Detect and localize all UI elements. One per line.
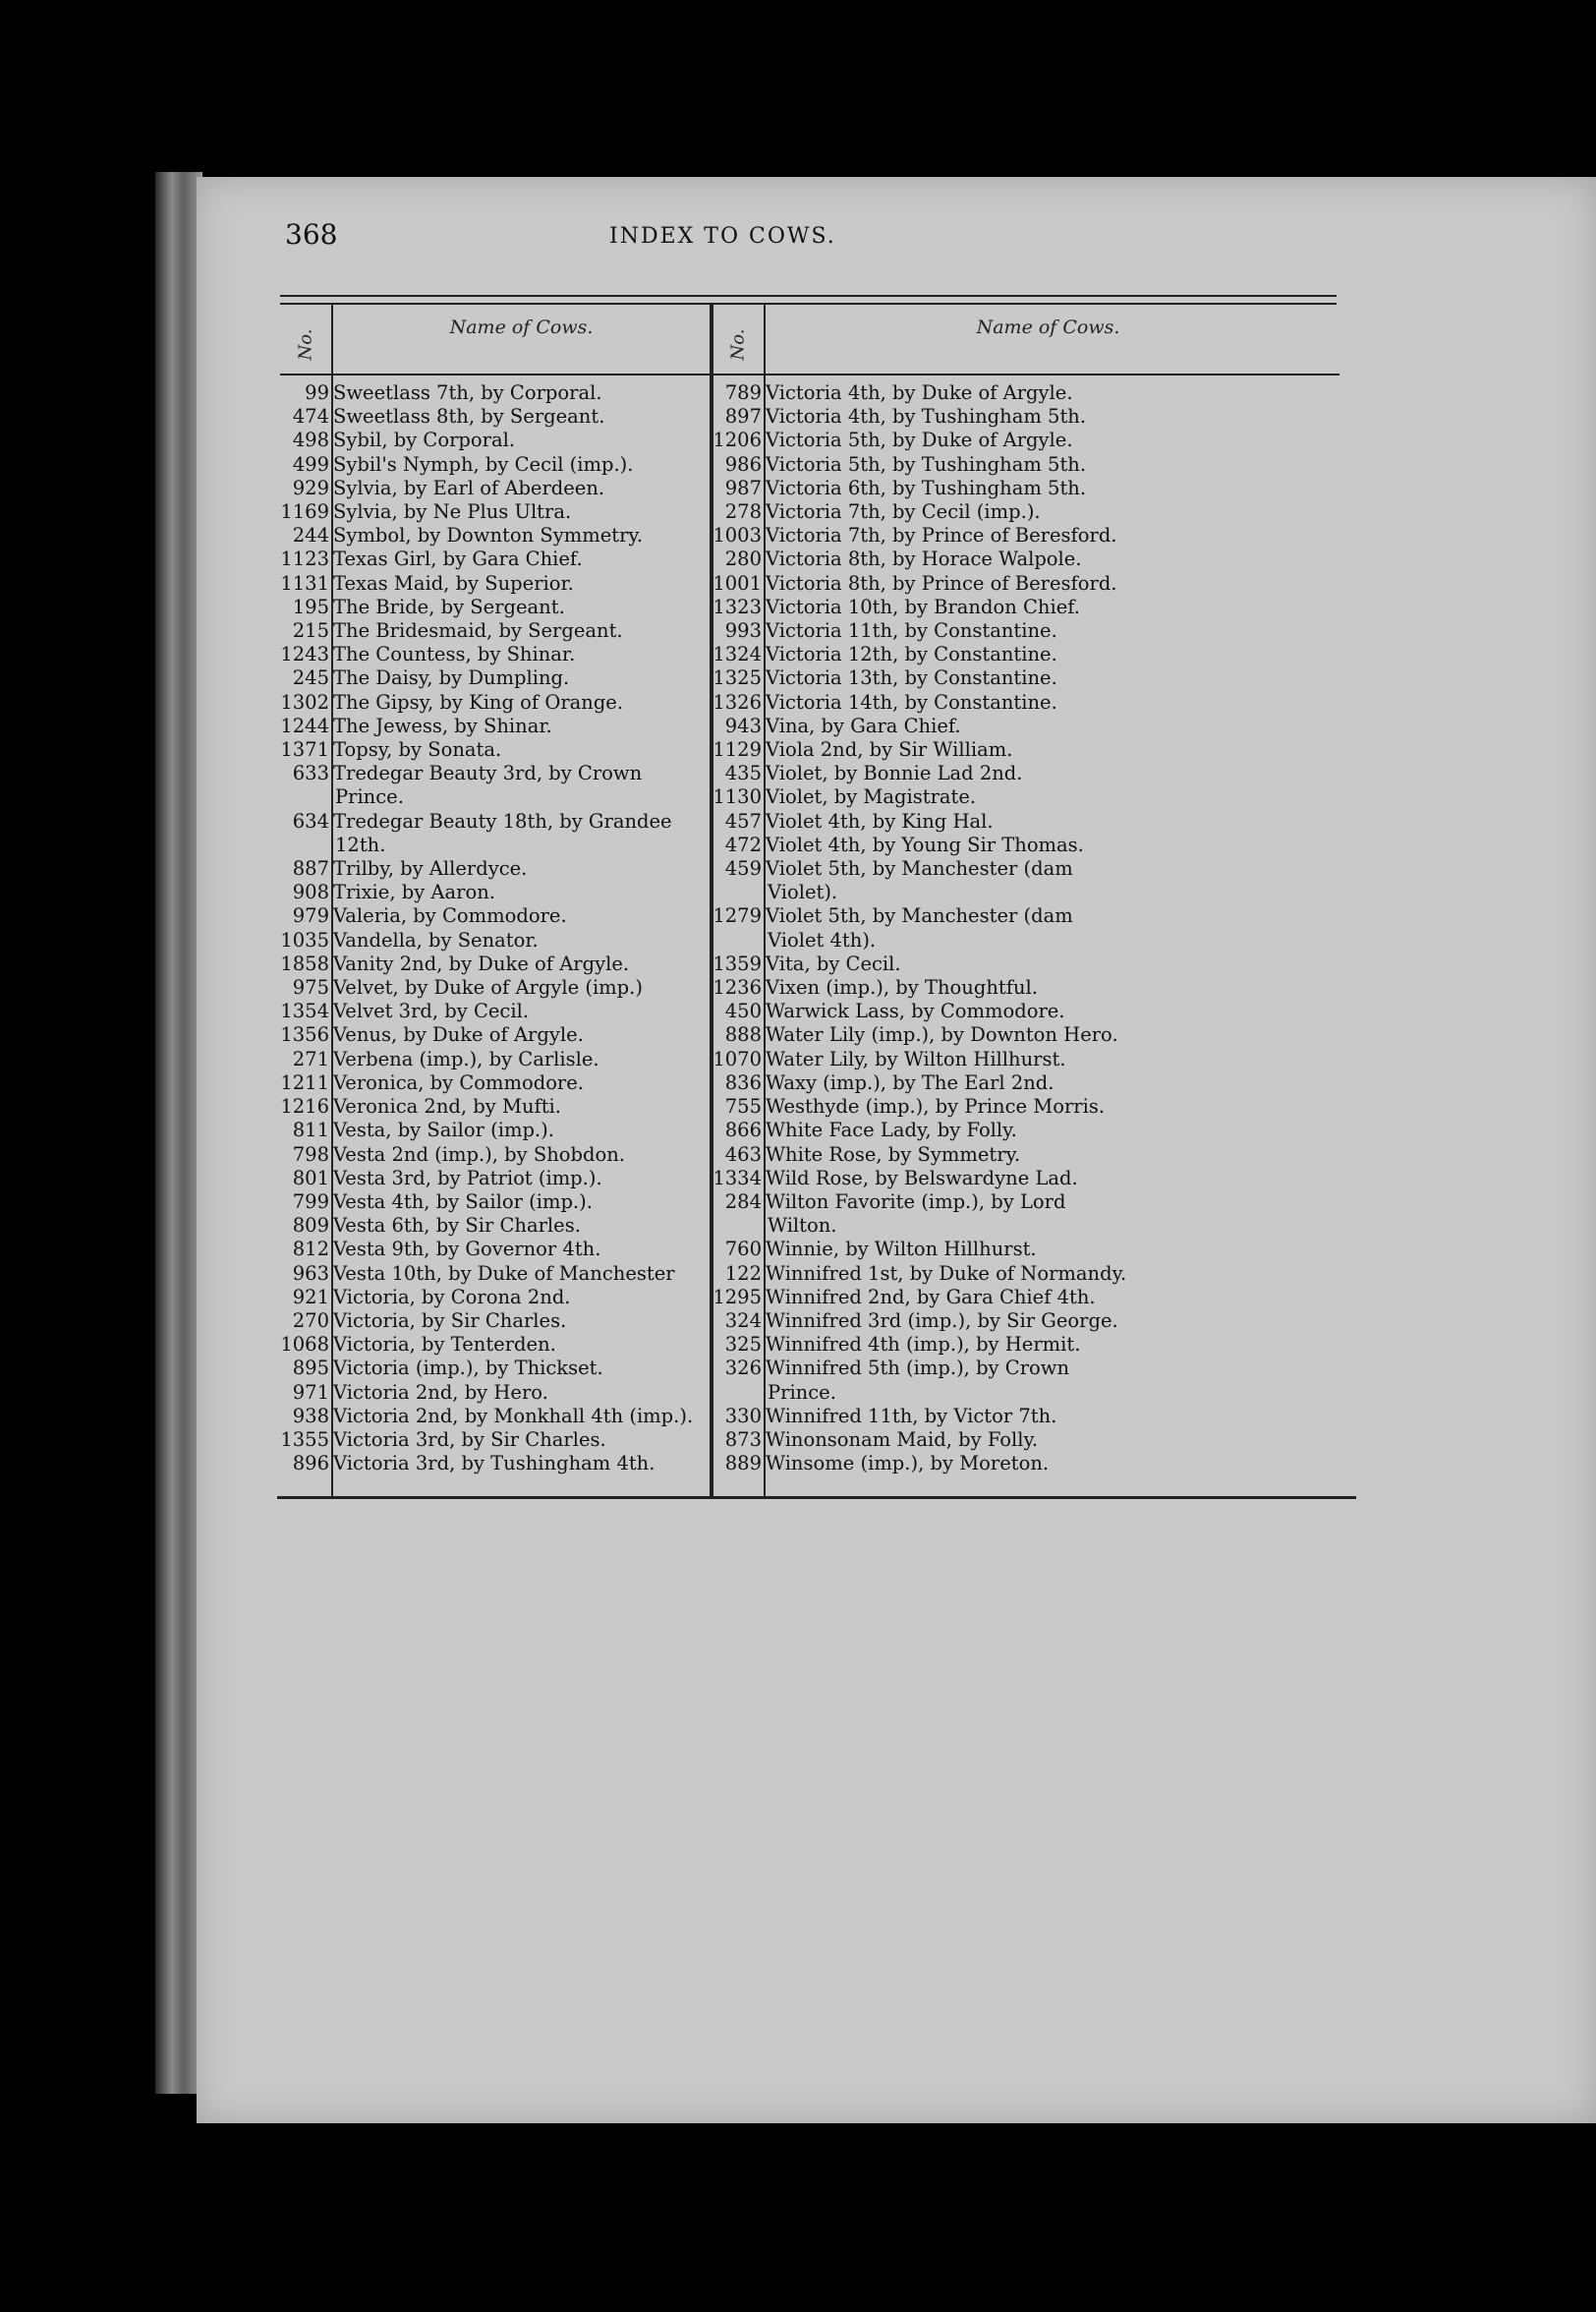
index-entry (712, 904, 1327, 928)
entry-number: 1325 (712, 666, 762, 690)
entry-name: Verbena (imp.), by Carlisle. (333, 1047, 599, 1070)
entry-continuation: Prince. (335, 785, 404, 809)
entry-name: Veronica, by Commodore. (333, 1070, 584, 1094)
header-name-right: Name of Cows. (976, 317, 1120, 338)
index-entry (280, 1048, 709, 1071)
entry-number: 270 (292, 1308, 329, 1332)
entry-number: 245 (292, 666, 329, 690)
index-entry (280, 1214, 709, 1238)
entry-number: 811 (292, 1119, 329, 1142)
entry-name: Sweetlass 7th, by Corporal. (333, 381, 602, 404)
entry-name: Sybil's Nymph, by Cecil (imp.). (333, 452, 634, 476)
entry-number: 1236 (712, 976, 762, 1000)
index-entry (712, 1000, 1327, 1023)
entry-number: 474 (292, 405, 329, 429)
index-entry (280, 666, 709, 690)
entry-number: 938 (292, 1404, 329, 1427)
entry-name: White Rose, by Symmetry. (766, 1142, 1021, 1166)
index-entry (280, 619, 709, 643)
entry-name: Tredegar Beauty 18th, by Grandee (333, 809, 672, 833)
index-entry (712, 405, 1327, 429)
entry-number: 1035 (280, 928, 329, 952)
entry-name: Trilby, by Allerdyce. (333, 857, 528, 881)
entry-number: 1279 (712, 904, 762, 928)
index-entry (712, 1286, 1327, 1309)
entry-name: Vixen (imp.), by Thoughtful. (766, 976, 1038, 1000)
entry-name: Victoria 5th, by Duke of Argyle. (766, 429, 1073, 452)
entry-number: 1211 (280, 1070, 329, 1094)
index-entry (712, 715, 1327, 738)
entry-name: Victoria 2nd, by Monkhall 4th (imp.). (333, 1404, 694, 1427)
index-entry (712, 1167, 1327, 1190)
index-entry (712, 1095, 1327, 1119)
entry-name: Winnifred 5th (imp.), by Crown (766, 1357, 1070, 1380)
entry-name: Winonsonam Maid, by Folly. (766, 1427, 1039, 1451)
entry-name: Vesta 6th, by Sir Charles. (333, 1214, 581, 1238)
index-entry (712, 548, 1327, 571)
entry-number: 330 (724, 1404, 762, 1427)
index-table (280, 295, 1332, 1499)
index-entry (280, 1381, 709, 1405)
entry-name: Vesta 4th, by Sailor (imp.). (333, 1189, 593, 1213)
entry-number: 798 (292, 1142, 329, 1166)
entry-number: 889 (724, 1452, 762, 1475)
entry-name: Veronica 2nd, by Mufti. (333, 1095, 561, 1119)
index-entry (280, 524, 709, 548)
entry-name: Trixie, by Aaron. (333, 881, 495, 904)
entry-number: 1371 (280, 738, 329, 762)
entry-number: 1359 (712, 952, 762, 975)
entry-number: 1302 (280, 690, 329, 714)
index-entry (280, 1286, 709, 1309)
entry-name: Victoria 7th, by Prince of Beresford. (766, 524, 1117, 548)
entry-number: 1216 (280, 1095, 329, 1119)
entry-number: 1123 (280, 548, 329, 571)
entry-number: 873 (724, 1427, 762, 1451)
entry-name: Victoria 3rd, by Tushingham 4th. (333, 1452, 656, 1475)
index-entry (712, 596, 1327, 619)
entry-number: 929 (292, 476, 329, 499)
entry-name: The Countess, by Shinar. (333, 643, 576, 666)
index-entry (712, 1119, 1327, 1142)
index-entry (280, 381, 709, 405)
entry-name: Texas Girl, by Gara Chief. (333, 548, 583, 571)
entry-continuation: Violet). (768, 881, 838, 904)
index-entry (280, 715, 709, 738)
entry-number: 836 (724, 1070, 762, 1094)
entry-number: 986 (724, 452, 762, 476)
entry-name: Venus, by Duke of Argyle. (333, 1023, 584, 1047)
entry-name: Winsome (imp.), by Moreton. (766, 1452, 1050, 1475)
index-entry (280, 1357, 709, 1380)
entry-name: Violet, by Bonnie Lad 2nd. (766, 762, 1023, 785)
entry-name: Victoria 10th, by Brandon Chief. (766, 595, 1080, 618)
header-name-left: Name of Cows. (449, 317, 594, 338)
index-entry (280, 1119, 709, 1142)
entry-number: 887 (292, 857, 329, 881)
entry-name: Winnifred 2nd, by Gara Chief 4th. (766, 1285, 1096, 1308)
entry-name: Water Lily, by Wilton Hillhurst. (766, 1047, 1066, 1070)
index-entry (280, 1238, 709, 1261)
index-entry (280, 572, 709, 596)
index-entry (280, 1428, 709, 1452)
index-entry (280, 1262, 709, 1286)
entry-number: 908 (292, 881, 329, 904)
entry-number: 895 (292, 1357, 329, 1380)
entry-number: 812 (292, 1238, 329, 1261)
entry-number: 325 (724, 1333, 762, 1357)
index-entry (712, 1357, 1327, 1380)
index-entry (712, 1309, 1327, 1333)
entry-number: 1326 (712, 690, 762, 714)
entry-name: Vandella, by Senator. (333, 928, 539, 952)
entry-name: Vesta 3rd, by Patriot (imp.). (333, 1166, 602, 1189)
index-entry (712, 1262, 1327, 1286)
index-entry (712, 738, 1327, 762)
index-entry (280, 1143, 709, 1167)
index-entry (712, 1190, 1327, 1214)
entry-number: 799 (292, 1189, 329, 1213)
index-entry (280, 453, 709, 477)
entry-name: Victoria 13th, by Constantine. (766, 666, 1057, 690)
index-entry (280, 1023, 709, 1047)
index-entry (712, 666, 1327, 690)
entry-number: 1324 (712, 643, 762, 666)
entry-number: 324 (724, 1308, 762, 1332)
entry-name: The Bride, by Sergeant. (333, 595, 565, 618)
entry-name: Topsy, by Sonata. (333, 738, 502, 762)
entry-name: Vina, by Gara Chief. (766, 714, 961, 737)
entry-name: Winnie, by Wilton Hillhurst. (766, 1238, 1037, 1261)
entry-continuation: 12th. (335, 833, 386, 856)
entry-name: The Gipsy, by King of Orange. (333, 690, 624, 714)
index-entry (712, 381, 1327, 405)
index-entry (280, 596, 709, 619)
entry-number: 1068 (280, 1333, 329, 1357)
table-top-rule (280, 295, 1337, 305)
index-entry (280, 1452, 709, 1475)
entry-number: 789 (724, 381, 762, 404)
entry-name: Victoria (imp.), by Thickset. (333, 1357, 603, 1380)
entry-number: 284 (724, 1189, 762, 1213)
entry-name: Wilton Favorite (imp.), by Lord (766, 1189, 1066, 1213)
table-bottom-rule (277, 1496, 1356, 1499)
entry-name: Vesta 2nd (imp.), by Shobdon. (333, 1142, 625, 1166)
entry-continuation: Wilton. (768, 1214, 837, 1238)
entry-name: Symbol, by Downton Symmetry. (333, 524, 644, 548)
entry-name: Vesta, by Sailor (imp.). (333, 1119, 554, 1142)
page-number: 368 (285, 218, 338, 251)
index-entry (712, 691, 1327, 715)
index-entry (712, 572, 1327, 596)
entry-number: 472 (724, 833, 762, 856)
entry-name: Victoria 4th, by Tushingham 5th. (766, 405, 1087, 429)
index-entry (280, 929, 709, 953)
entry-number: 1206 (712, 429, 762, 452)
index-entry (280, 953, 709, 976)
entry-name: Velvet 3rd, by Cecil. (333, 1000, 530, 1023)
entry-number: 278 (724, 500, 762, 524)
entry-name: Vita, by Cecil. (766, 952, 901, 975)
entry-name: Wild Rose, by Belswardyne Lad. (766, 1166, 1078, 1189)
index-entry (280, 810, 709, 834)
entry-number: 975 (292, 976, 329, 1000)
entry-number: 215 (292, 619, 329, 643)
index-entry (280, 691, 709, 715)
entry-number: 755 (724, 1095, 762, 1119)
entry-number: 809 (292, 1214, 329, 1238)
entry-number: 888 (724, 1023, 762, 1047)
entry-name: Sylvia, by Ne Plus Ultra. (333, 500, 572, 524)
running-head: INDEX TO COWS. (609, 224, 836, 249)
entry-name: Westhyde (imp.), by Prince Morris. (766, 1095, 1106, 1119)
entry-name: Sylvia, by Earl of Aberdeen. (333, 476, 605, 499)
index-entry (280, 405, 709, 429)
entry-number: 459 (724, 857, 762, 881)
index-entry (712, 953, 1327, 976)
index-entry (280, 1309, 709, 1333)
entry-number: 1130 (712, 785, 762, 809)
entry-name: Sweetlass 8th, by Sergeant. (333, 405, 605, 429)
entry-name: Vesta 9th, by Governor 4th. (333, 1238, 601, 1261)
header-no-right: No. (727, 328, 749, 361)
index-entry (280, 738, 709, 762)
entry-number: 1244 (280, 714, 329, 737)
index-entry (712, 453, 1327, 477)
index-entry (712, 857, 1327, 881)
index-entry (712, 1428, 1327, 1452)
entry-number: 963 (292, 1261, 329, 1285)
entry-continuation: Violet 4th). (768, 928, 877, 952)
entry-name: Texas Maid, by Superior. (333, 571, 574, 595)
index-entry (280, 976, 709, 1000)
entry-name: Violet 5th, by Manchester (dam (766, 857, 1073, 881)
index-entry (712, 524, 1327, 548)
index-entry (712, 785, 1327, 809)
entry-number: 896 (292, 1452, 329, 1475)
index-entry (712, 1023, 1327, 1047)
entry-number: 1131 (280, 571, 329, 595)
entry-name: Victoria 12th, by Constantine. (766, 643, 1057, 666)
index-entry (280, 643, 709, 666)
index-entry (712, 619, 1327, 643)
entry-name: Tredegar Beauty 3rd, by Crown (333, 762, 643, 785)
entry-number: 1003 (712, 524, 762, 548)
entry-name: The Jewess, by Shinar. (333, 714, 552, 737)
entry-number: 1243 (280, 643, 329, 666)
index-entry (712, 1452, 1327, 1475)
left-column-entries (280, 381, 709, 1475)
entry-name: Water Lily (imp.), by Downton Hero. (766, 1023, 1118, 1047)
index-entry (712, 500, 1327, 524)
entry-name: Winnifred 1st, by Duke of Normandy. (766, 1261, 1127, 1285)
entry-number: 326 (724, 1357, 762, 1380)
entry-number: 971 (292, 1380, 329, 1404)
entry-number: 993 (724, 619, 762, 643)
entry-number: 457 (724, 809, 762, 833)
book-spine (155, 172, 202, 2094)
index-entry (280, 762, 709, 785)
index-entry (280, 1000, 709, 1023)
entry-number: 244 (292, 524, 329, 548)
index-entry (280, 429, 709, 452)
entry-name: Warwick Lass, by Commodore. (766, 1000, 1065, 1023)
entry-number: 1355 (280, 1427, 329, 1451)
index-entry (712, 1405, 1327, 1428)
entry-number: 760 (724, 1238, 762, 1261)
entry-number: 1334 (712, 1166, 762, 1189)
index-entry (712, 429, 1327, 452)
index-entry (712, 1071, 1327, 1095)
entry-name: Winnifred 4th (imp.), by Hermit. (766, 1333, 1081, 1357)
index-entry (280, 1190, 709, 1214)
entry-number: 435 (724, 762, 762, 785)
entry-number: 499 (292, 452, 329, 476)
index-entry (280, 1095, 709, 1119)
entry-name: Vesta 10th, by Duke of Manchester (333, 1261, 675, 1285)
entry-name: White Face Lady, by Folly. (766, 1119, 1017, 1142)
entry-number: 1354 (280, 1000, 329, 1023)
entry-number: 897 (724, 405, 762, 429)
entry-number: 1356 (280, 1023, 329, 1047)
entry-number: 280 (724, 548, 762, 571)
entry-number: 1295 (712, 1285, 762, 1308)
entry-name: Victoria, by Corona 2nd. (333, 1285, 571, 1308)
index-entry (280, 1167, 709, 1190)
entry-name: Victoria 8th, by Prince of Beresford. (766, 571, 1117, 595)
index-entry (712, 762, 1327, 785)
entry-number: 271 (292, 1047, 329, 1070)
entry-name: Velvet, by Duke of Argyle (imp.) (333, 976, 643, 1000)
index-entry (280, 881, 709, 904)
entry-name: Victoria 4th, by Duke of Argyle. (766, 381, 1073, 404)
entry-number: 1169 (280, 500, 329, 524)
index-entry (712, 477, 1327, 500)
entry-name: The Daisy, by Dumpling. (333, 666, 570, 690)
entry-name: The Bridesmaid, by Sergeant. (333, 619, 623, 643)
entry-name: Vanity 2nd, by Duke of Argyle. (333, 952, 630, 975)
index-entry (280, 904, 709, 928)
entry-name: Victoria 2nd, by Hero. (333, 1380, 548, 1404)
entry-name: Violet 4th, by King Hal. (766, 809, 994, 833)
entry-name: Sybil, by Corporal. (333, 429, 516, 452)
entry-name: Violet 5th, by Manchester (dam (766, 904, 1073, 928)
index-entry (712, 1333, 1327, 1357)
entry-name: Winnifred 3rd (imp.), by Sir George. (766, 1308, 1118, 1332)
entry-number: 866 (724, 1119, 762, 1142)
entry-name: Victoria 7th, by Cecil (imp.). (766, 500, 1041, 524)
header-no-left: No. (295, 328, 316, 361)
entry-name: Victoria 14th, by Constantine. (766, 690, 1057, 714)
entry-number: 987 (724, 476, 762, 499)
entry-name: Violet, by Magistrate. (766, 785, 977, 809)
entry-number: 801 (292, 1166, 329, 1189)
table-header-rule (280, 374, 1340, 376)
entry-name: Victoria 11th, by Constantine. (766, 619, 1057, 643)
entry-number: 195 (292, 595, 329, 618)
entry-number: 921 (292, 1285, 329, 1308)
entry-name: Viola 2nd, by Sir William. (766, 738, 1013, 762)
index-entry (712, 1143, 1327, 1167)
index-entry (280, 500, 709, 524)
entry-number: 979 (292, 904, 329, 928)
entry-number: 633 (292, 762, 329, 785)
entry-name: Violet 4th, by Young Sir Thomas. (766, 833, 1084, 856)
entry-number: 943 (724, 714, 762, 737)
entry-number: 1323 (712, 595, 762, 618)
entry-number: 634 (292, 809, 329, 833)
right-column-entries (712, 381, 1327, 1475)
entry-name: Victoria 8th, by Horace Walpole. (766, 548, 1082, 571)
entry-number: 463 (724, 1142, 762, 1166)
index-entry (280, 477, 709, 500)
index-entry (712, 976, 1327, 1000)
entry-name: Victoria 3rd, by Sir Charles. (333, 1427, 606, 1451)
index-entry (280, 548, 709, 571)
entry-name: Valeria, by Commodore. (333, 904, 567, 928)
index-entry (712, 834, 1327, 857)
entry-name: Victoria 5th, by Tushingham 5th. (766, 452, 1087, 476)
entry-continuation: Prince. (768, 1380, 836, 1404)
index-entry (280, 857, 709, 881)
entry-number: 99 (305, 381, 329, 404)
entry-name: Waxy (imp.), by The Earl 2nd. (766, 1070, 1054, 1094)
index-entry (280, 1071, 709, 1095)
entry-number: 450 (724, 1000, 762, 1023)
entry-number: 1001 (712, 571, 762, 595)
index-entry (280, 1333, 709, 1357)
entry-number: 1070 (712, 1047, 762, 1070)
entry-name: Victoria, by Sir Charles. (333, 1308, 567, 1332)
index-entry (712, 810, 1327, 834)
index-entry (712, 1048, 1327, 1071)
entry-name: Victoria 6th, by Tushingham 5th. (766, 476, 1087, 499)
entry-number: 122 (724, 1261, 762, 1285)
entry-number: 1129 (712, 738, 762, 762)
index-entry (712, 1238, 1327, 1261)
entry-name: Winnifred 11th, by Victor 7th. (766, 1404, 1057, 1427)
index-entry (280, 1405, 709, 1428)
index-entry (712, 643, 1327, 666)
entry-number: 1858 (280, 952, 329, 975)
entry-name: Victoria, by Tenterden. (333, 1333, 556, 1357)
entry-number: 498 (292, 429, 329, 452)
